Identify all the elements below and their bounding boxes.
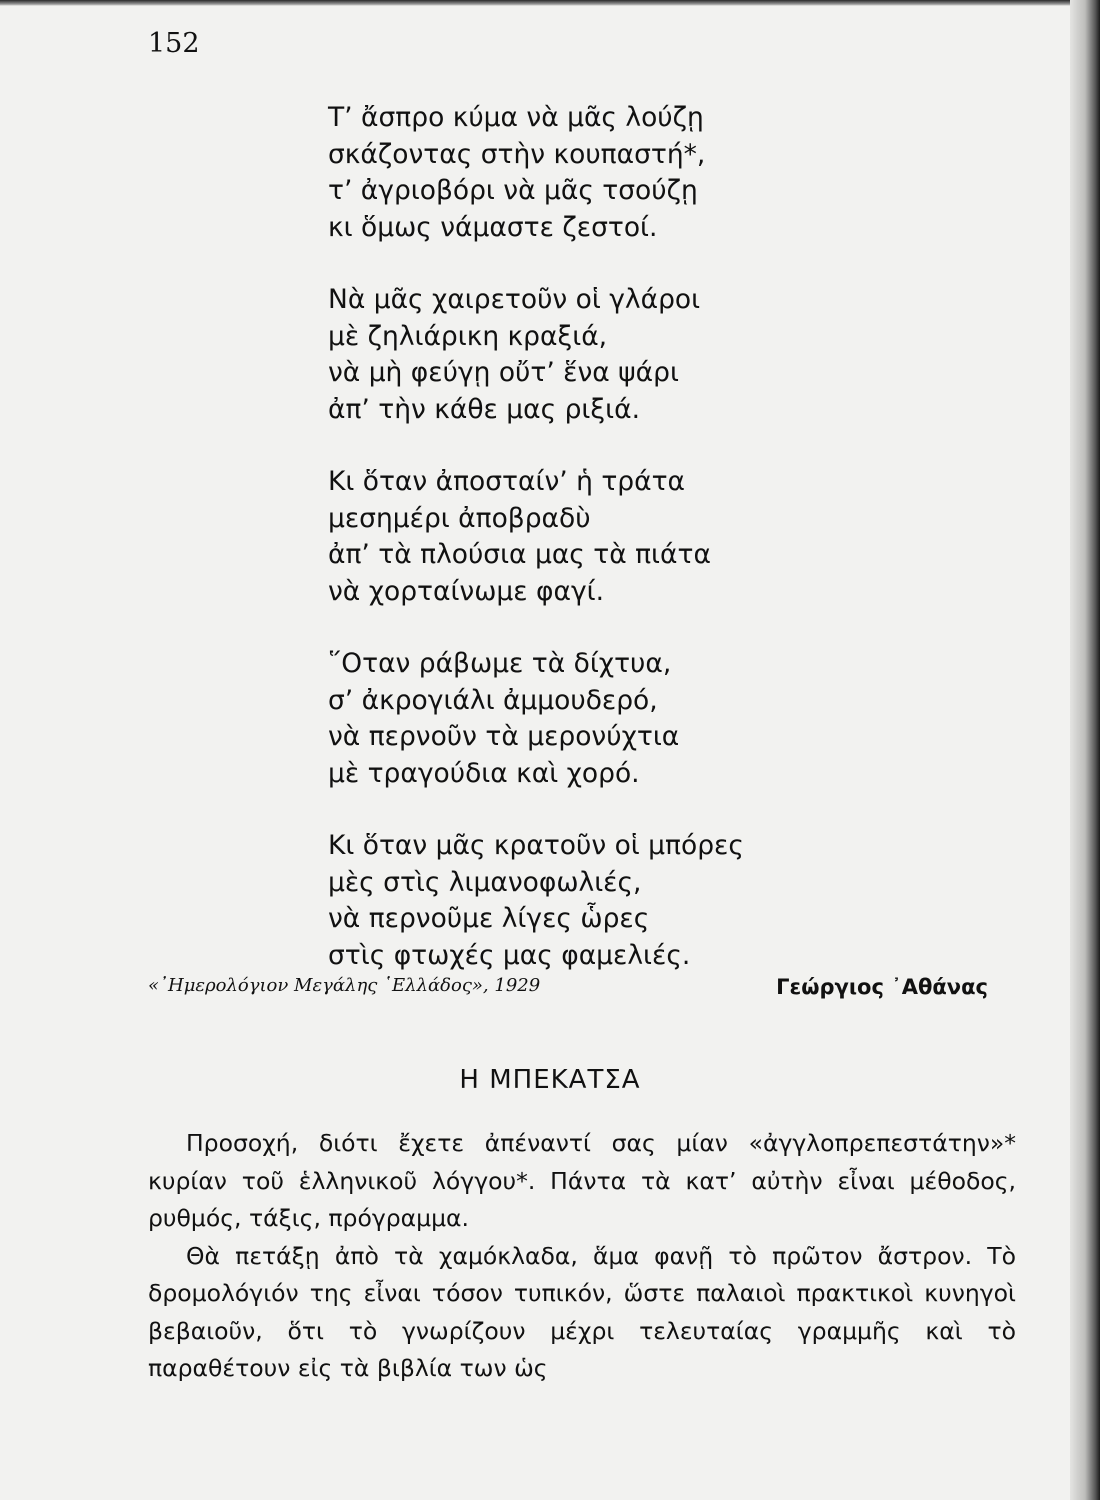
- poem-line: νὰ χορταίνωμε φαγί.: [328, 575, 605, 607]
- poem-line: σκάζοντας στὴν κουπαστή*,: [328, 138, 706, 170]
- poem-line: ἀπ’ τὴν κάθε μας ριξιά.: [328, 393, 641, 425]
- poem-line: Κι ὅταν μᾶς κρατοῦν οἱ μπόρες: [328, 830, 744, 861]
- poem-line: ῞Οταν ράβωμε τὰ δίχτυα,: [328, 648, 672, 679]
- poem-line: Τ’ ἄσπρο κύμα νὰ μᾶς λούζῃ: [328, 102, 704, 133]
- paragraph: Προσοχή, διότι ἔχετε ἀπέναντί σας μίαν «ἀγγλοπρεπεστάτην»* κυρίαν τοῦ ἑλληνικοῦ λόγγου*. Πάντα τὰ κατ’ αὐτὴν εἶναι μέθοδος, ρυθμός, τάξις, πρόγραμμα.: [148, 1129, 1016, 1232]
- poem-source-citation: «᾿Ημερολόγιον Μεγάλης ῾Ελλάδος», 1929: [148, 975, 541, 996]
- poem-line: μὲ τραγούδια καὶ χορό.: [328, 757, 640, 789]
- paragraph: Θὰ πετάξῃ ἀπὸ τὰ χαμόκλαδα, ἅμα φανῇ τὸ πρῶτον ἄστρον. Τὸ δρομολόγιόν της εἶναι τόσον τυπικόν, ὥστε παλαιοὶ πρακτικοὶ κυνηγοὶ βεβαιοῦν, ὅτι τὸ γνωρίζουν μέχρι τελευταίας γραμμῆς καὶ τὸ παραθέτουν εἰς τὰ βιβλία των ὡς: [148, 1241, 1016, 1382]
- poem-line: μὲς στὶς λιμανοφωλιές,: [328, 866, 642, 898]
- poem-line: νὰ περνοῦν τὰ μερονύχτια: [328, 721, 680, 752]
- prose-body: [148, 1125, 1016, 1388]
- poem-line: ἀπ’ τὰ πλούσια μας τὰ πιάτα: [328, 539, 711, 570]
- poem-line: στὶς φτωχές μας φαμελιές.: [328, 939, 691, 971]
- poem-author: Γεώργιος ᾿Αθάνας: [776, 975, 988, 999]
- poem-line: σ’ ἀκρογιάλι ἀμμουδερό,: [328, 684, 658, 716]
- poem-stanza: [328, 282, 744, 428]
- poem-line: κι ὅμως νάμαστε ζεστοί.: [328, 211, 658, 243]
- poem-stanza: [328, 646, 744, 792]
- section-title: Η ΜΠΕΚΑΤΣΑ: [459, 1065, 641, 1095]
- page-top-shadow: [0, 0, 1100, 6]
- poem: [328, 100, 744, 1010]
- poem-line: Κι ὅταν ἀποσταίν’ ἡ τράτα: [328, 466, 685, 497]
- poem-line: Νὰ μᾶς χαιρετοῦν οἱ γλάροι: [328, 284, 701, 315]
- poem-stanza: [328, 464, 744, 610]
- poem-line: τ’ ἀγριοβόρι νὰ μᾶς τσούζῃ: [328, 175, 698, 206]
- poem-line: νὰ περνοῦμε λίγες ὧρες: [328, 903, 650, 934]
- poem-stanza: [328, 100, 744, 246]
- book-spine-shadow: [1070, 0, 1100, 1500]
- poem-line: μεσημέρι ἀποβραδὺ: [328, 502, 591, 534]
- poem-line: νὰ μὴ φεύγῃ οὔτ’ ἕνα ψάρι: [328, 357, 679, 388]
- poem-line: μὲ ζηλιάρικη κραξιά,: [328, 320, 608, 352]
- page-number: 152: [148, 28, 200, 59]
- poem-stanza: [328, 828, 744, 974]
